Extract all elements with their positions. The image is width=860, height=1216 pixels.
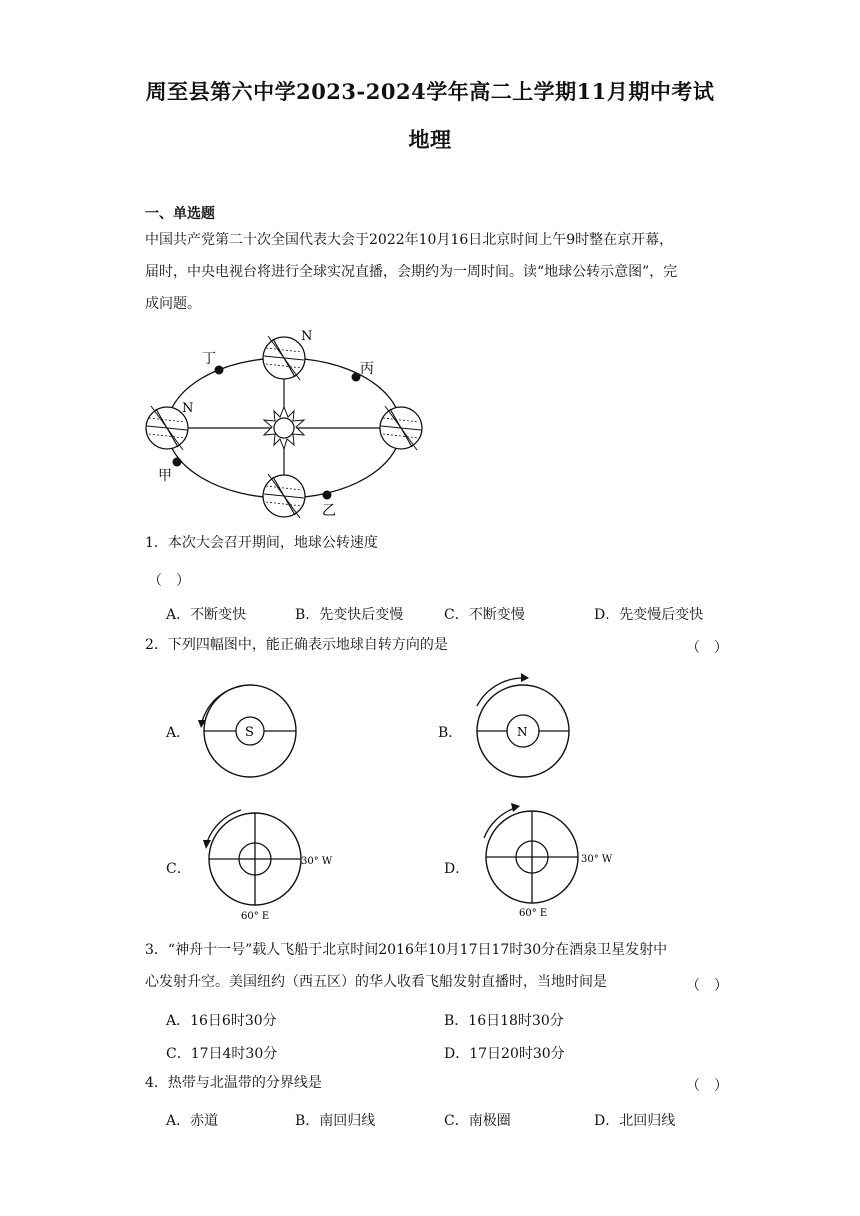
q2-answer-blank[interactable]: （ ）	[686, 640, 728, 656]
arrow-icon	[511, 803, 520, 812]
arrow-icon	[521, 673, 529, 682]
label-north-left: N	[182, 401, 194, 416]
q4-option-d[interactable]: D．北回归线	[594, 1113, 676, 1129]
q2-d-bottom-label: 60° E	[519, 908, 548, 919]
q2-figure-a	[190, 676, 310, 786]
q1-answer-blank[interactable]: （ ）	[148, 573, 190, 589]
q3-stem-line-2: 心发射升空。美国纽约（西五区）的华人收看飞船发射直播时，当地时间是	[145, 974, 607, 990]
q4-option-c[interactable]: C．南极圈	[444, 1113, 511, 1129]
q1-option-b[interactable]: B．先变快后变慢	[295, 607, 404, 623]
label-ding: 丁	[202, 351, 216, 367]
q1-option-c[interactable]: C．不断变慢	[444, 607, 525, 623]
q3-answer-blank[interactable]: （ ）	[686, 978, 728, 994]
q2-d-right-label: 30° W	[581, 854, 613, 865]
section-heading: 一、单选题	[145, 206, 215, 222]
point-yi	[323, 491, 332, 500]
label-yi: 乙	[322, 503, 336, 519]
q3-option-c[interactable]: C．17日4时30分	[166, 1046, 278, 1062]
q4-stem: 4．热带与北温带的分界线是	[145, 1075, 322, 1091]
q1-stem: 1．本次大会召开期间，地球公转速度	[145, 535, 378, 551]
intro-line-2: 届时，中央电视台将进行全球实况直播，会期约为一周时间。读“地球公转示意图”，完	[145, 264, 678, 280]
q3-option-d[interactable]: D．17日20时30分	[444, 1046, 565, 1062]
q2-c-bottom-label: 60° E	[241, 911, 270, 922]
q2-figure-b	[465, 670, 585, 786]
q3-stem-line-1: 3．“神舟十一号”载人飞船于北京时间2016年10月17日17时30分在酒泉卫星发射中	[145, 942, 668, 958]
intro-line-1: 中国共产党第二十次全国代表大会于2022年10月16日北京时间上午9时整在京开幕，	[145, 232, 674, 248]
q1-option-a[interactable]: A．不断变快	[166, 607, 247, 623]
q4-option-b[interactable]: B．南回归线	[295, 1113, 376, 1129]
q2-option-c[interactable]: C．	[166, 861, 191, 877]
q4-answer-blank[interactable]: （ ）	[686, 1078, 728, 1094]
q1-option-d[interactable]: D．先变慢后变快	[594, 607, 704, 623]
q2-option-a[interactable]: A．	[166, 725, 191, 741]
intro-line-3: 成问题。	[145, 296, 201, 312]
q2-b-center-label: N	[517, 725, 528, 739]
q2-option-d[interactable]: D．	[444, 861, 470, 877]
point-jia	[173, 458, 182, 467]
q2-a-center-label: S	[245, 725, 254, 740]
label-north-top: N	[301, 329, 313, 344]
q2-figure-c	[195, 808, 345, 926]
q4-option-a[interactable]: A．赤道	[166, 1113, 219, 1129]
label-jia: 甲	[158, 468, 172, 484]
q3-option-a[interactable]: A．16日6时30分	[166, 1013, 277, 1029]
q2-option-b[interactable]: B．	[438, 725, 463, 741]
exam-title: 周至县第六中学2023-2024学年高二上学期11月期中考试	[145, 79, 715, 104]
earth-top	[263, 336, 305, 380]
earth-bottom	[263, 474, 305, 518]
earth-right	[380, 406, 422, 450]
earth-orbit-diagram	[138, 325, 438, 525]
q3-option-b[interactable]: B．16日18时30分	[444, 1013, 564, 1029]
exam-subject: 地理	[408, 127, 452, 152]
label-bing: 丙	[360, 361, 374, 377]
q2-figure-d	[475, 802, 625, 924]
q2-c-right-label: 30° W	[301, 856, 333, 867]
q2-stem: 2．下列四幅图中，能正确表示地球自转方向的是	[145, 637, 448, 653]
